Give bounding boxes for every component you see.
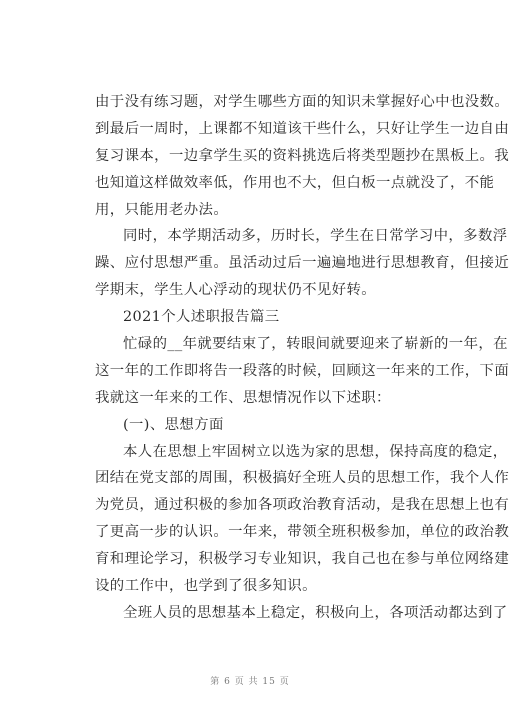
text-line: 忙碌的__年就要结束了，转眼间就要迎来了崭新的一年，在 — [123, 336, 508, 353]
text-line: 本人在思想上牢固树立以选为家的思想，保持高度的稳定， — [123, 443, 508, 460]
text-line: 躁、应付思想严重。虽活动过后一遍遍地进行思想教育，但接近 — [95, 255, 509, 272]
text-line: 用，只能用老办法。 — [95, 201, 229, 218]
page-number: 第 6 页 共 15 页 — [210, 677, 290, 687]
text-line: 由于没有练习题，对学生哪些方面的知识未掌握好心中也没数。 — [95, 94, 509, 110]
text-line: 我就这一年来的工作、思想情况作以下述职： — [95, 389, 391, 406]
document-body — [95, 89, 509, 627]
text-line: 学期末，学生人心浮动的现状仍不见好转。 — [95, 282, 377, 299]
subsection-heading: (一)、思想方面 — [123, 416, 224, 433]
text-line: 了更高一步的认识。一年来，带领全班积极参加，单位的政治教 — [95, 524, 509, 541]
text-line: 也知道这样做效率低，作用也不大，但白板一点就没了，不能 — [95, 174, 495, 191]
text-line: 全班人员的思想基本上稳定，积极向上，各项活动都达到了 — [123, 604, 508, 621]
text-line: 到最后一周时，上课都不知道该干些什么，只好让学生一边自由 — [95, 120, 509, 137]
text-line: 这一年的工作即将告一段落的时候，回顾这一年来的工作，下面 — [95, 362, 509, 379]
text-line: 同时，本学期活动多，历时长，学生在日常学习中，多数浮 — [123, 228, 508, 245]
text-line: 设的工作中，也学到了很多知识。 — [95, 578, 317, 595]
text-line: 团结在党支部的周围，积极搞好全班人员的思想工作，我个人作 — [95, 470, 509, 487]
text-line: 复习课本，一边拿学生买的资料挑选后将类型题抄在黑板上。我 — [95, 147, 509, 164]
text-line: 为党员，通过积极的参加各项政治教育活动，是我在思想上也有 — [95, 497, 509, 514]
section-heading: 2021个人述职报告篇三 — [123, 309, 280, 326]
text-line: 育和理论学习，积极学习专业知识，我自己也在参与单位网络建 — [95, 551, 509, 568]
